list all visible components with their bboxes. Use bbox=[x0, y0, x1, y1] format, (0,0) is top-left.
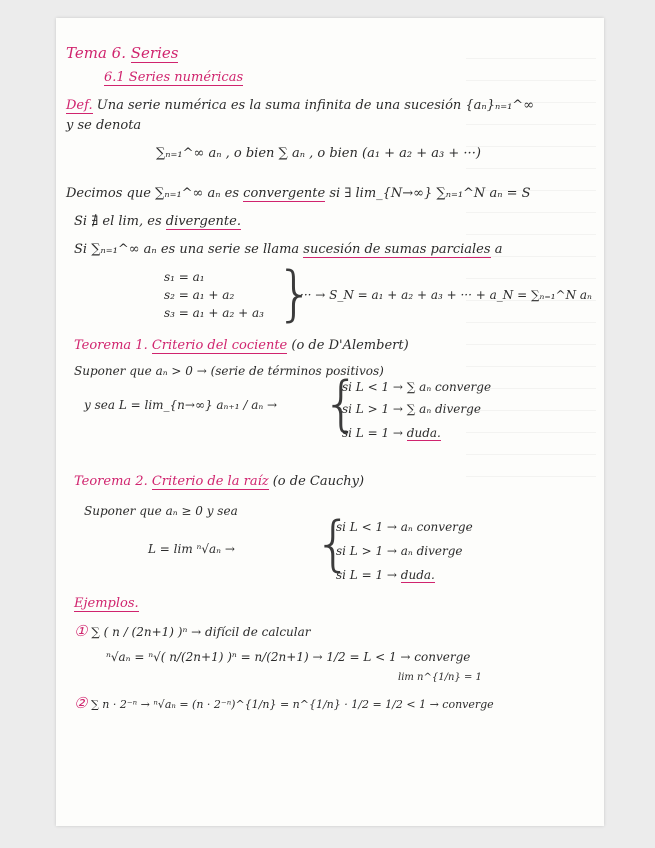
def-label: Def. bbox=[66, 98, 93, 113]
theorem-2-heading: Teorema 2. Criterio de la raíz (o de Cauchy) bbox=[74, 474, 365, 489]
divergent-term: divergente. bbox=[165, 214, 241, 229]
theorem-1-case-2: si L > 1 → ∑ aₙ diverge bbox=[342, 402, 481, 416]
definition-formula: ∑ₙ₌₁^∞ aₙ , o bien ∑ aₙ , o bien (a₁ + a₂ + a₃ + ···) bbox=[156, 146, 481, 161]
partial-sums-intro: Si ∑ₙ₌₁^∞ aₙ es una serie se llama sucesión de sumas parciales a bbox=[74, 242, 503, 257]
section-heading: 6.1 Series numéricas bbox=[104, 70, 244, 85]
theorem-1-brace: } bbox=[320, 369, 359, 439]
page-title bbox=[66, 44, 178, 62]
example-2-number: ② bbox=[74, 694, 88, 712]
theorem-1-hypothesis: Suponer que aₙ > 0 → (serie de términos positivos) bbox=[74, 364, 384, 378]
partial-sums-term: sucesión de sumas parciales bbox=[303, 242, 491, 257]
theorem-2-name: Criterio de la raíz bbox=[151, 474, 269, 489]
partial-sum-s2: s₂ = a₁ + a₂ bbox=[164, 288, 235, 302]
definition-line-1: Def. Una serie numérica es la suma infinita de una sucesión {aₙ}ₙ₌₁^∞ bbox=[66, 98, 535, 113]
theorem-2-hypothesis: Suponer que aₙ ≥ 0 y sea bbox=[84, 504, 238, 518]
title-prefix: Tema 6. bbox=[66, 44, 126, 62]
theorem-1-case-1: si L < 1 → ∑ aₙ converge bbox=[342, 380, 492, 394]
theorem-1-heading: Teorema 1. Criterio del cociente (o de D'Alembert) bbox=[74, 338, 409, 353]
theorem-2-brace: } bbox=[312, 509, 351, 579]
partial-sum-s3: s₃ = a₁ + a₂ + a₃ bbox=[164, 306, 264, 320]
theorem-2-case-1: si L < 1 → aₙ converge bbox=[336, 520, 473, 534]
notebook-page bbox=[56, 18, 604, 826]
theorem-1-limit: y sea L = lim_{n→∞} aₙ₊₁ / aₙ → bbox=[84, 398, 278, 412]
title-word: Series bbox=[130, 44, 179, 62]
example-1-number: ① bbox=[74, 622, 88, 640]
example-1-series: ① ∑ ( n / (2n+1) )ⁿ → difícil de calcular bbox=[74, 622, 311, 640]
examples-heading: Ejemplos. bbox=[74, 596, 139, 611]
theorem-2-case-3: si L = 1 → duda. bbox=[336, 568, 435, 582]
convergent-term: convergente bbox=[243, 186, 326, 201]
divergent-definition: Si ∄ el lim, es divergente. bbox=[74, 214, 241, 229]
example-2-note: lim n^{1/n} = 1 bbox=[398, 672, 482, 683]
example-1-calculation: ⁿ√aₙ = ⁿ√( n/(2n+1) )ⁿ = n/(2n+1) → 1/2 = L < 1 → converge bbox=[106, 650, 471, 664]
theorem-2-limit: L = lim ⁿ√aₙ → bbox=[148, 542, 235, 556]
example-2-series: ② ∑ n · 2⁻ⁿ → ⁿ√aₙ = (n · 2⁻ⁿ)^{1/n} = n^{1/n} · 1/2 = 1/2 < 1 → converge bbox=[74, 694, 494, 712]
theorem-1-case-3: si L = 1 → duda. bbox=[342, 426, 441, 440]
theorem-1-name: Criterio del cociente bbox=[151, 338, 288, 353]
partial-sum-s1: s₁ = a₁ bbox=[164, 270, 205, 284]
definition-line-2: y se denota bbox=[66, 118, 142, 133]
partial-sums-brace: } bbox=[276, 259, 315, 329]
theorem-2-case-2: si L > 1 → aₙ diverge bbox=[336, 544, 463, 558]
bleed-through-texture bbox=[466, 58, 596, 478]
partial-sum-sn: ··· → S_N = a₁ + a₂ + a₃ + ··· + a_N = ∑ₙ₌₁^N aₙ bbox=[300, 288, 592, 302]
convergent-definition: Decimos que ∑ₙ₌₁^∞ aₙ es convergente si ∃ lim_{N→∞} ∑ₙ₌₁^N aₙ = S bbox=[66, 186, 531, 201]
